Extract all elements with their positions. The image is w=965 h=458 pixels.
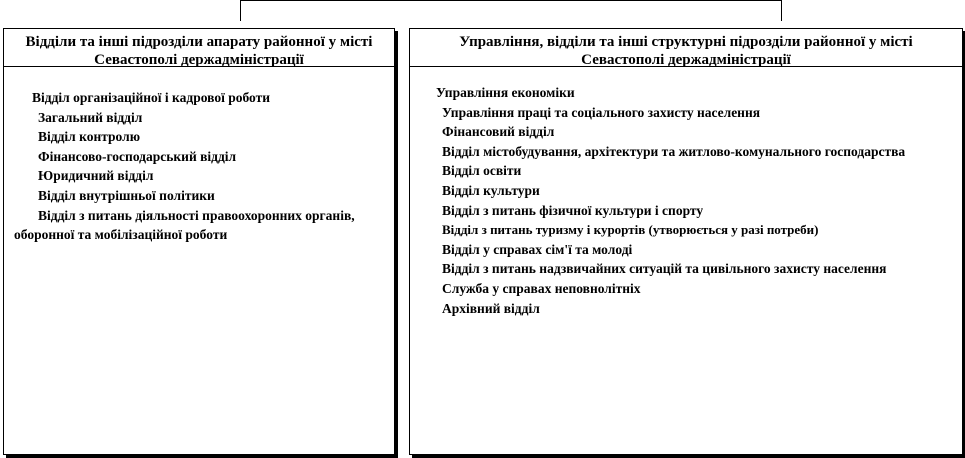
right-box-list (410, 67, 962, 318)
list-item: Управління праці та соціального захисту населення (442, 104, 761, 120)
left-box-title: Відділи та інші підрозділи апарату районної у місті Севастополі держадміністрації (4, 29, 394, 67)
list-item: Відділ з питань діяльності правоохоронних органів, оборонної та мобілізаційної роботи (14, 207, 355, 243)
top-connector (240, 0, 782, 21)
list-item: Управління економіки (436, 85, 575, 100)
list-item: Відділ з питань туризму і курортів (утворюється у разі потреби) (442, 222, 819, 238)
list-item: Юридичний відділ (38, 168, 154, 184)
list-item: Відділ у справах сім'ї та молоді (442, 241, 633, 257)
list-item: Відділ організаційної і кадрової роботи (32, 90, 271, 105)
list-item: Фінансово-господарський відділ (38, 148, 237, 164)
right-box-title: Управління, відділи та інші структурні підрозділи районної у місті Севастополі держадміністрації (410, 29, 962, 67)
list-item: Відділ внутрішньої політики (38, 187, 215, 203)
list-item: Відділ з питань надзвичайних ситуацій та цивільного захисту населення (442, 261, 887, 277)
left-structure-box (3, 28, 395, 455)
list-item: Архівний відділ (442, 300, 540, 316)
list-item: Відділ контролю (38, 129, 141, 145)
list-item: Загальний відділ (38, 109, 143, 125)
list-item: Служба у справах неповнолітніх (442, 280, 641, 296)
right-structure-box (409, 28, 963, 455)
list-item: Фінансовий відділ (442, 124, 555, 140)
list-item: Відділ з питань фізичної культури і спорту (442, 202, 704, 218)
list-item: Відділ культури (442, 182, 540, 198)
left-box-list (4, 67, 394, 245)
list-item: Відділ освіти (442, 163, 522, 179)
list-item: Відділ містобудування, архітектури та житлово-комунального господарства (442, 143, 906, 159)
